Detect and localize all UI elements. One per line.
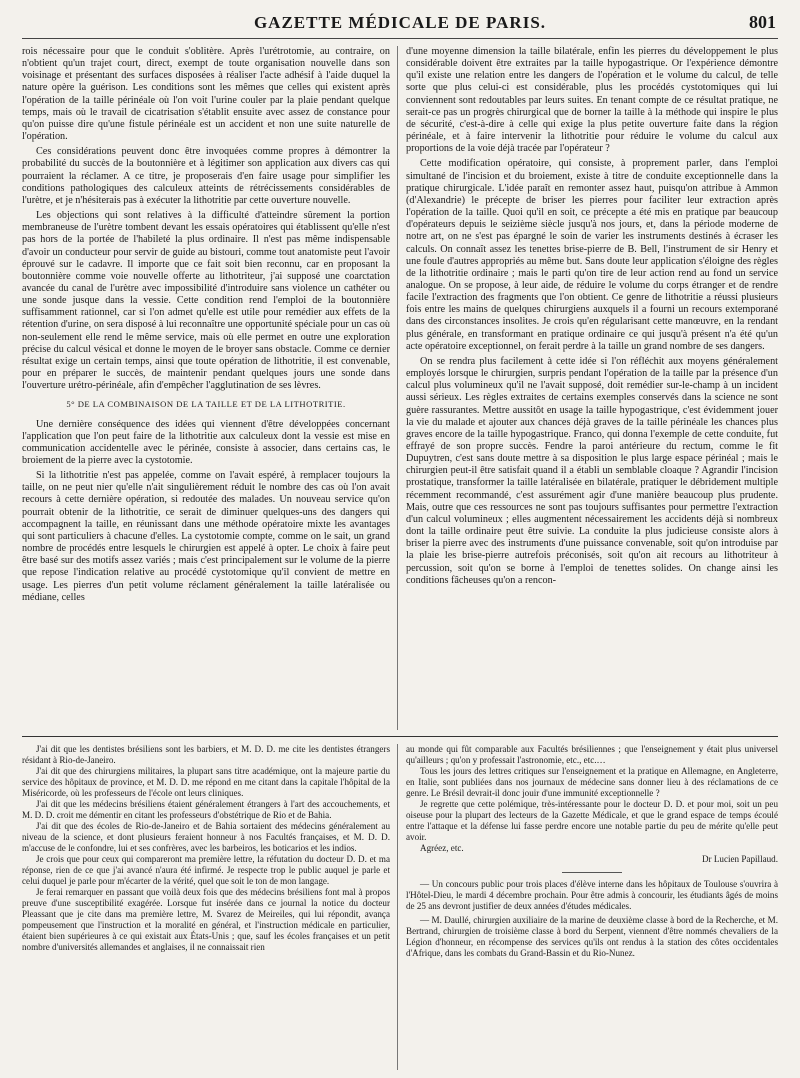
correspondence-left-column: [22, 744, 390, 1074]
column-divider: [397, 744, 398, 1070]
correspondence-right-column: [406, 744, 778, 1074]
paragraph: Une dernière conséquence des idées qui viennent d'être développées concernant l'application que l'on peut faire de la lithotritie aux calculeux dont la vessie est mise en communication accidentelle avec le périnée, consiste à associer, dans certains cas, le broiement de la pierre avec la cystotomie.: [22, 418, 390, 466]
paragraph: On se rendra plus facilement à cette idée si l'on réfléchit aux moyens généralement employés lorsque le chirurgien, surpris pendant l'opération de la taille par la présence d'un calcul plus volumineux qu'il ne l'avait supposé, doit remédier sur-le-champ à un incident aussi sérieux. Les règles extraites de certains exemples conservés dans la science ne sont guère rassurantes. Mettre aussitôt en usage la taille hypogastrique, c'est évidemment jouer la vie du malade et ajouter aux chances déjà graves de la taille périnéale les chances plus graves encore de la taille hypogastrique. Franco, qui donna l'exemple de cette conduite, fut effrayé de son propre succès. Fendre la paroi antérieure du rectum, comme le fit Dupuytren, c'est sans doute mettre à sa disposition le plus large espace périnéal ; mais le chirurgien peut-il être satisfait quand il a établi un semblable cloaque ? Agrandir l'incision prostatique, transformer la taille latéralisée en bilatérale, pratiquer le débridement multiple récemment recommandé, c'est assurément agir d'une manière beaucoup plus prudente. Mais, outre que ces ressources ne sont pas toujours suffisantes pour permettre l'extraction d'un calcul volumineux ; elles augmentent nécessairement les accidents déjà si nombreux dont la taille ordinaire peut être suivie. La conduite la plus judicieuse consiste alors à briser la pierre avec des instruments d'une puissance convenable, soit qu'on introduise par la plaie les brise-pierre autrefois préconisés, soit qu'on ait recours au lithotriteur à percussion, soit qu'on se borne à l'emploi de tenettes solides. On change ainsi les conditions fâcheuses qu'on a rencon-: [406, 355, 778, 586]
section-heading: 5° DE LA COMBINAISON DE LA TAILLE ET DE LA LITHOTRITIE.: [66, 399, 346, 410]
paragraph: Je regrette que cette polémique, très-intéressante pour le docteur D. D. et pour moi, soit un peu oiseuse pour la plupart des lecteurs de la Gazette Médicale, et que le grand espace de temps écoulé entre l'attaque et la défense lui fasse perdre encore une notable partie du peu de mérite qu'elle peut avoir.: [406, 799, 778, 842]
paragraph: au monde qui fût comparable aux Facultés brésiliennes ; que l'enseignement y était plus universel qu'ailleurs ; qu'on y professait l'astronomie, etc., etc.…: [406, 744, 778, 765]
paragraph: J'ai dit que des chirurgiens militaires, la plupart sans titre académique, ont la majeure partie du service des hôpitaux de province, et M. D. D. me répond en me citant dans la capitale l'hôpital de la Miséricorde, où les professeurs de l'école ont leurs cliniques.: [22, 766, 390, 798]
paragraph: Cette modification opératoire, qui consiste, à proprement parler, dans l'emploi simultané de l'incision et du broiement, existe à titre de conduite exceptionnelle dans la pratique chirurgicale. L'idée paraît en remonter assez haut, puisqu'on attribue à Ammon (d'Alexandrie) le précepte de briser les pierres pour faciliter leur extraction après l'opération de la taille. Quoi qu'il en soit, ce précepte a été mis en pratique par beaucoup d'opérateurs depuis le seizième siècle jusqu'à nos jours, et, dans la période moderne de notre art, on ne s'est pas épargné le soin de varier les instruments destinés à écraser les calculs. On connaît assez les tenettes brise-pierre de B. Bell, l'instrument de sir Henry et une foule d'autres appropriés au même but. Sans doute leur application s'éloigne des règles de la lithotritie ordinaire ; mais le parti qu'on tire de leur action rend au fond un service analogue. On se propose, à leur aide, de réduire le volume du corps étranger et de rendre facile l'extraction des fragments que l'on obtient. Ce genre de lithotritie a réussi plusieurs fois entre les mains de quelques chirurgiens auxquels il a fourni un recours extemporané dans des circonstances insolites. Je crois qu'en régularisant cette manœuvre, en la rendant plus générale, en transformant en pratique ordinaire ce qui jusqu'à présent n'a été qu'un acte opératoire exceptionnel, on ferait perdre à la taille un grand nombre de ses dangers.: [406, 158, 778, 352]
paragraph: d'une moyenne dimension la taille bilatérale, enfin les pierres du développement le plus considérable doivent être extraites par la taille hypogastrique. Or l'expérience démontre qu'il existe une relation entre les dangers de l'opération et le volume du calcul, de telle sorte que plus celui-ci est considérable, plus les procédés cystotomiques qui lui conviennent sont redoutables par leurs suites. En tenant compte de ce résultat pratique, ne serait-ce pas un progrès chirurgical que de borner la taille à la méthode qui inspire le plus de sécurité, c'est-à-dire à celle qui exige la plus petite ouverture faite dans la région périnéale, et à faire intervenir la lithotritie pour réduire le volume du calcul aux proportions de la voie déjà tracée par l'opérateur ?: [406, 46, 778, 155]
paragraph: J'ai dit que les médecins brésiliens étaient généralement étrangers à l'art des accouchements, et M. D. D. croit me démentir en citant les professeurs d'obstétrique de Rio et de Bahia.: [22, 799, 390, 820]
divider: [562, 872, 622, 873]
paragraph: Je crois que pour ceux qui compareront ma première lettre, la réfutation du docteur D. D. et ma réponse, rien de ce que j'ai avancé n'aura été infirmé. Je respecte trop le public auquel je parle et celui duquel je parle pour m'écarter de la vérité, quel que soit le ton de mon langage.: [22, 854, 390, 886]
left-column: [22, 46, 390, 730]
paragraph: Les objections qui sont relatives à la difficulté d'atteindre sûrement la portion membraneuse de l'urètre tombent devant les essais opératoires qui établissent qu'elle n'est pas hors de la portée de l'habileté la plus ordinaire. Il n'est pas même indispensable d'avoir un conducteur pour servir de guide au bistouri, comme tout anatomiste peut l'avoir éprouvé sur le cadavre. Il importe que ce fait soit bien reconnu, car en proposant la boutonnière comme voie nouvelle offerte au lithotriteur, j'ai supposé une coarctation avancée du canal de l'urètre avec impossibilité d'introduire sans violence un cathéter ou une sonde jusque dans la vessie. Cette condition rend l'emploi de la boutonnière suffisamment rationnel, car si l'on admet qu'elle est utile pour remédier aux effets de la rétention d'urine, on sera disposé à lui reconnaître une opportunité spéciale pour un cas où non-seulement elle rend le même service, mais où elle permet en outre une exploration précise du calcul vésical et donne le moyen de le broyer sans obstacle. Comme ce dernier résultat exige un certain temps, ainsi que toute opération de lithotritie, il est convenable, pour en préparer le succès, de maintenir pendant quelques jours une sonde dans l'ouverture urétro-périnéale, afin d'empêcher l'agglutination de ses lèvres.: [22, 210, 390, 392]
paragraph: Ces considérations peuvent donc être invoquées comme propres à démontrer la probabilité du succès de la boutonnière et à légitimer son application aux divers cas qui pourraient la réclamer. A ce titre, je proposerais d'en faire usage pour simplifier les conditions pathologiques des calculeux atteints de rétrécissements considérables de l'urètre, et je n'hésiterais pas à exécuter la lithotritie par cette ouverture nouvelle.: [22, 146, 390, 206]
paragraph: rois nécessaire pour que le conduit s'oblitère. Après l'urétrotomie, au contraire, on n'obtient qu'un trajet court, direct, exempt de toute organisation nouvelle dans son voisinage et présentant des surfaces disposées à réaliser l'acte adhésif à l'aide duquel la nature opère la guérison. Les conditions sont les mêmes que celles qui existent après l'opération de la taille périnéale où l'on voit l'urine couler par la plaie pendant quelque temps, mais où le travail de cicatrisation s'établit ensuite avec assez de constance pour qu'on puisse dire qu'une fistule périnéale est un accident et non une suite naturelle de l'opération.: [22, 46, 390, 143]
section-rule: [22, 736, 778, 737]
signature: Dr Lucien Papillaud.: [701, 854, 778, 864]
closing: Agréez, etc.: [420, 843, 464, 853]
paragraph: J'ai dit que les dentistes brésiliens sont les barbiers, et M. D. D. me cite les dentistes étrangers résidant à Rio-de-Janeiro.: [22, 744, 390, 765]
paragraph: Si la lithotritie n'est pas appelée, comme on l'avait espéré, à remplacer toujours la taille, on ne peut nier qu'elle n'ait singulièrement réduit le nombre des cas où l'on avait recours à cette dernière opération, si redoutée des malades. Un nouveau service qu'on pourrait obtenir de la lithotritie, ce serait de diminuer quelques-uns des dangers qui accompagnent la taille, en réunissant dans une méthode opératoire mixte les avantages qui sont particuliers à chacune d'elles. La cystotomie compte, comme on le sait, un grand nombre de procédés entre lesquels le chirurgien est appelé à opter. Le choix à faire peut être basé sur des motifs assez variés ; mais c'est principalement sur le volume de la pierre que repose l'indication relative au procédé cystotomique qu'il convient de mettre en usage. Les pierres d'un petit volume réclament généralement la taille latéralisée ou médiane, celles: [22, 470, 390, 603]
news-item: — M. Daullé, chirurgien auxiliaire de la marine de deuxième classe à bord de la Recherche, et M. Bertrand, chirurgien de troisième classe à bord du Serpent, viennent d'être nommés chevaliers de la Légion d'honneur, en récompense des services qu'ils ont rendus à la station des côtes occidentales d'Afrique, dans les combats du Grand-Bassin et du Rio-Nunez.: [406, 915, 778, 958]
paragraph: J'ai dit que des écoles de Rio-de-Janeiro et de Bahia sortaient des médecins généralement au niveau de la science, et dont plusieurs feraient honneur à nos Facultés françaises, et M. D. D. m'accuse de le confondre, lui et ses confrères, avec les barbeiros, les boticarios et les indios.: [22, 821, 390, 853]
news-item: — Un concours public pour trois places d'élève interne dans les hôpitaux de Toulouse s'ouvrira à l'Hôtel-Dieu, le mardi 4 décembre prochain. Pour être admis à concourir, les étudiants âgés de moins de 25 ans devront justifier de deux années d'études médicales.: [406, 879, 778, 911]
paragraph: Je ferai remarquer en passant que voilà deux fois que des médecins brésiliens font mal à propos preuve d'une susceptibilité exagérée. Lorsque fut insérée dans ce journal la notice du docteur Pleassant que je cite dans ma première lettre, M. Svarez de Meireiles, qui lui répondit, avança pompeusement que l'instruction et la moralité en général, et l'instruction médicale en particulier, étaient bien supérieures à ce qui existait aux États-Unis ; que, sauf les écoles françaises et un petit nombre d'universités allemandes et anglaises, il ne connaissait rien: [22, 887, 390, 952]
column-divider: [397, 46, 398, 730]
journal-title: GAZETTE MÉDICALE DE PARIS.: [253, 13, 547, 32]
paragraph: Tous les jours des lettres critiques sur l'enseignement et la pratique en Allemagne, en Angleterre, en Italie, sont publiées dans nos journaux de médecine sans donner lieu à des réclamations de ce genre. Le Brésil devrait-il donc jouir d'une immunité exceptionnelle ?: [406, 766, 778, 798]
page-header: [22, 12, 778, 39]
page-number: 801: [749, 12, 776, 32]
right-column: [406, 46, 778, 730]
